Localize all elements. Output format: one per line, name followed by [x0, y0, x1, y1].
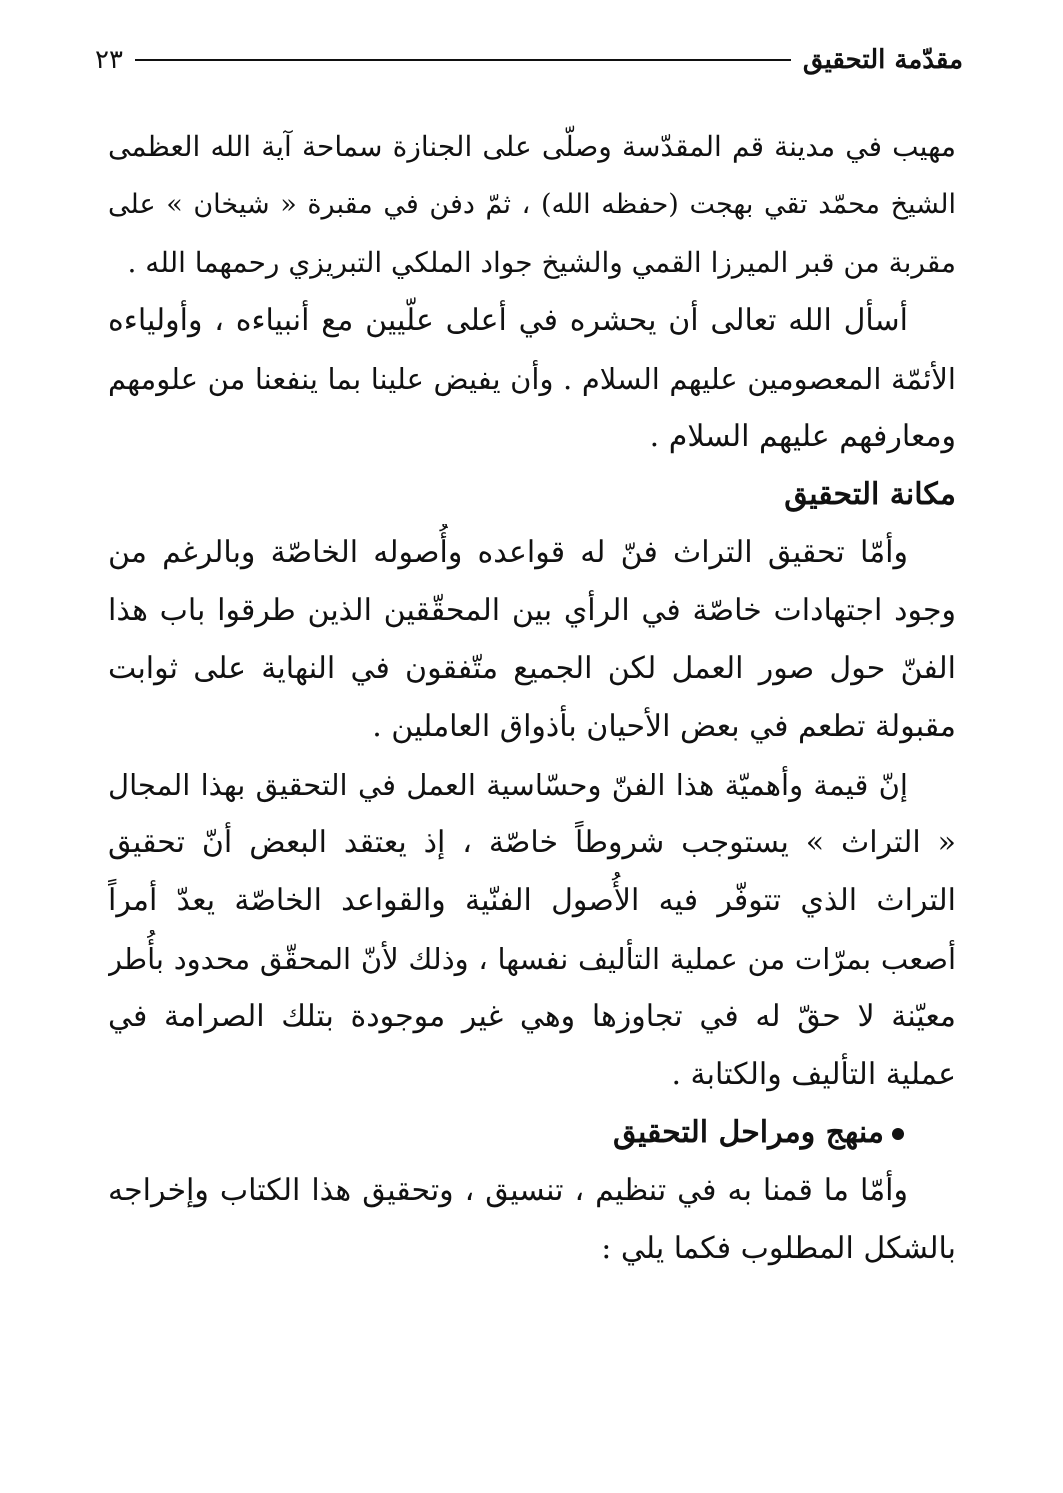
text-line: وأمّا تحقيق التراث فنّ له قواعده وأُصوله الخاصّة وبالرغم من — [108, 535, 908, 570]
text-line: الفنّ حول صور العمل لكن الجميع متّفقون في النهاية على ثوابت — [108, 651, 956, 686]
text-line: الشيخ محمّد تقي بهجت (حفظه الله) ، ثمّ دفن في مقبرة « شيخان » على — [108, 189, 956, 220]
text-line: مقبولة تطعم في بعض الأحيان بأذواق العاملين . — [372, 709, 956, 744]
text-line: مهيب في مدينة قم المقدّسة وصلّى على الجنازة سماحة آية الله العظمى — [108, 130, 956, 163]
section-heading: مكانة التحقيق — [784, 477, 956, 512]
bullet-heading — [108, 1104, 956, 1162]
header-rule — [135, 59, 791, 61]
text-line: مقربة من قبر الميرزا القمي والشيخ جواد الملكي التبريزي رحمهما الله . — [127, 246, 956, 279]
text-line: التراث الذي تتوفّر فيه الأُصول الفنّية والقواعد الخاصّة يعدّ أمراً — [108, 883, 956, 918]
text-line: أسأل الله تعالى أن يحشره في أعلى علّيين مع أنبياءه ، وأولياءه — [108, 303, 908, 338]
text-line: وجود اجتهادات خاصّة في الرأي بين المحقّقين الذين طرقوا باب هذا — [108, 593, 956, 628]
text-line: أصعب بمرّات من عملية التأليف نفسها ، وذلك لأنّ المحقّق محدود بأُطر — [108, 942, 956, 976]
text-line: وأمّا ما قمنا به في تنظيم ، تنسيق ، وتحقيق هذا الكتاب وإخراجه — [108, 1173, 908, 1208]
text-line: ومعارفهم عليهم السلام . — [649, 419, 956, 454]
text-line: « التراث » يستوجب شروطاً خاصّة ، إذ يعتقد البعض أنّ تحقيق — [108, 825, 956, 860]
text-line: إنّ قيمة وأهميّة هذا الفنّ وحسّاسية العمل في التحقيق بهذا المجال — [108, 768, 908, 802]
bullet-icon — [892, 1128, 904, 1140]
header-title: مقدّمة التحقيق — [802, 45, 963, 75]
page-number: ٢٣ — [95, 45, 123, 75]
text-line: معيّنة لا حقّ له في تجاوزها وهي غير موجودة بتلك الصرامة في — [108, 999, 956, 1034]
bullet-heading-label: منهج ومراحل التحقيق — [612, 1115, 884, 1150]
text-line: عملية التأليف والكتابة . — [671, 1057, 956, 1092]
text-line: الأئمّة المعصومين عليهم السلام . وأن يفيض علينا بما ينفعنا من علومهم — [108, 362, 956, 396]
text-line: بالشكل المطلوب فكما يلي : — [601, 1231, 956, 1266]
page-body — [108, 118, 956, 1278]
running-header — [95, 38, 963, 82]
